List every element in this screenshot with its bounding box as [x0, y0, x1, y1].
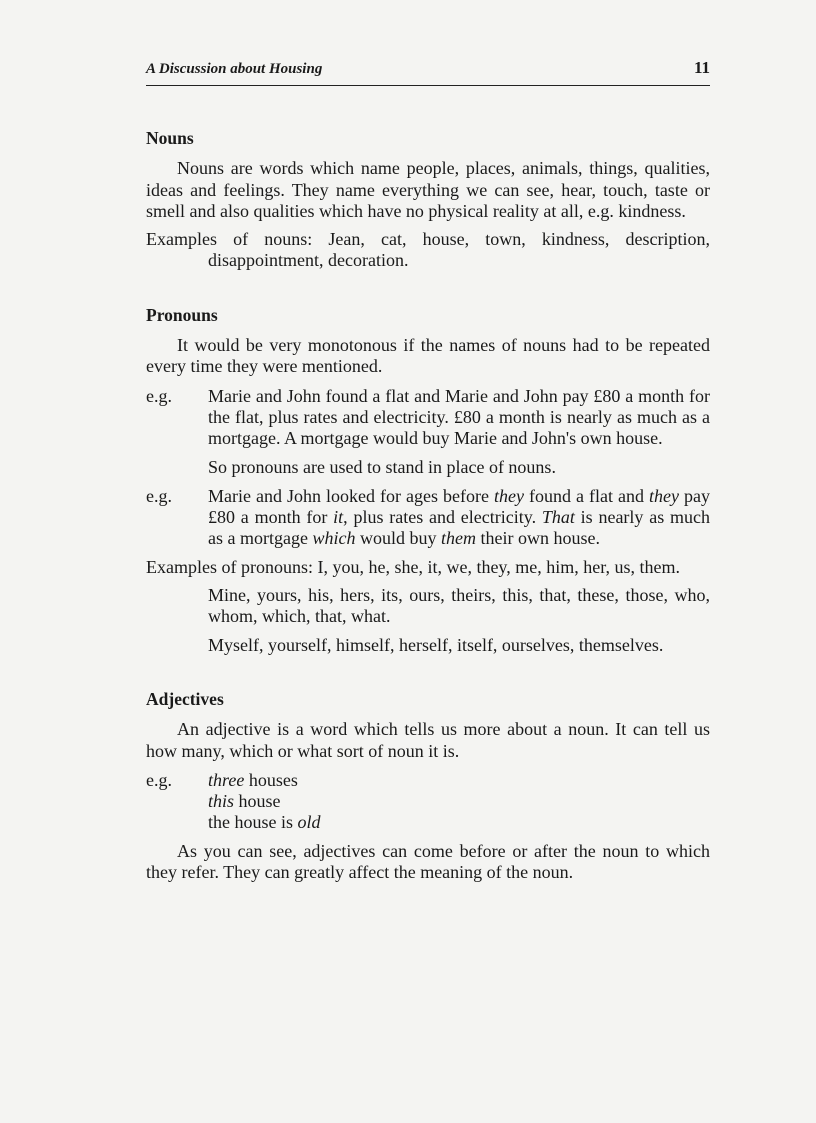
italic-pronoun: them [440, 528, 476, 549]
text-run: pay £80 a month for [208, 485, 711, 528]
italic-pronoun: which [312, 528, 356, 549]
text-run: houses [244, 769, 298, 790]
text-run: Marie and John looked for ages before [208, 485, 494, 506]
adjectives-paragraph-2: As you can see, adjectives can come before or after the noun to which they refer. They can greatly affect the meaning of the noun. [146, 840, 710, 883]
pronouns-section [146, 305, 710, 656]
text-run: the house is [208, 812, 298, 833]
italic-pronoun: they [649, 485, 679, 506]
italic-pronoun: That [541, 507, 575, 528]
text-run: would buy [355, 528, 441, 549]
example-lines [208, 770, 710, 834]
nouns-paragraph: Nouns are words which name people, places, animals, things, qualities, ideas and feelings. They name everything we can see, hear, touch, taste or smell and also qualities which have no physical reality at all, e.g. kindness. [146, 158, 710, 221]
italic-pronoun: it [333, 507, 344, 528]
eg-label: e.g. [146, 385, 172, 406]
text-run: found a flat and [523, 485, 650, 506]
pronouns-example-1 [146, 386, 710, 450]
pronouns-examples: Examples of pronouns: I, you, he, she, it, we, they, me, him, her, us, them. [146, 556, 681, 577]
text-run: , plus rates and electricity. [343, 507, 542, 528]
adjectives-example [146, 770, 710, 834]
example-line [208, 770, 710, 791]
text-run: is nearly as much as a mortgage [208, 507, 710, 549]
header-rule [146, 85, 710, 86]
nouns-section [146, 128, 710, 272]
text-run: house [234, 791, 281, 812]
italic-adjective: this [208, 791, 235, 812]
pronouns-examples-possessive: Mine, yours, his, hers, its, ours, theirs, this, that, these, those, who, whom, which, that, what. [208, 585, 710, 627]
page-body [146, 128, 710, 883]
pronouns-so-line: So pronouns are used to stand in place of nouns. [208, 456, 556, 477]
page-number: 11 [693, 58, 710, 77]
pronouns-examples-reflexive: Myself, yourself, himself, herself, itself, ourselves, themselves. [208, 634, 664, 655]
italic-adjective: three [208, 769, 245, 790]
nouns-heading: Nouns [146, 128, 194, 148]
pronouns-example-2 [146, 486, 710, 550]
eg-label: e.g. [146, 769, 172, 790]
pronouns-paragraph: It would be very monotonous if the names of nouns had to be repeated every time they were mentioned. [146, 335, 710, 377]
italic-adjective: old [297, 812, 321, 833]
adjectives-paragraph: An adjective is a word which tells us more about a noun. It can tell us how many, which or what sort of noun it is. [146, 719, 710, 761]
text-run: their own house. [475, 528, 600, 549]
pronouns-heading: Pronouns [146, 304, 218, 325]
adjectives-section [146, 689, 710, 883]
page-header [146, 58, 710, 78]
example-text [208, 486, 710, 550]
example-text: Marie and John found a flat and Marie and John pay £80 a month for the flat, plus rates and electricity. £80 a month is nearly as much as a mortgage. A mortgage would buy Marie and John's own house. [208, 385, 710, 449]
running-title: A Discussion about Housing [146, 61, 323, 77]
italic-pronoun: they [494, 485, 524, 506]
adjectives-heading: Adjectives [146, 688, 224, 709]
nouns-examples: Examples of nouns: Jean, cat, house, town, kindness, description, disappointment, decoration. [146, 229, 710, 271]
eg-label: e.g. [146, 485, 172, 506]
example-line [208, 791, 710, 812]
example-line [208, 812, 710, 833]
